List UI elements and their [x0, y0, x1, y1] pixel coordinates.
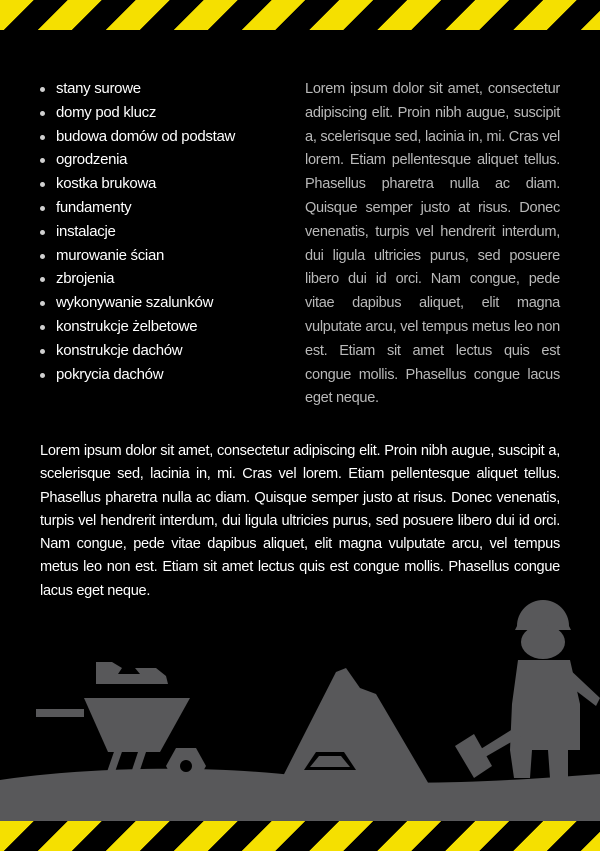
list-item: fundamenty [38, 198, 235, 222]
list-item: stany surowe [38, 79, 235, 103]
list-item: zbrojenia [38, 269, 235, 293]
body-paragraph: Lorem ipsum dolor sit amet, consectetur adipiscing elit. Proin nibh augue, suscipit a, scelerisque sed, lacinia in, mi. Cras vel lorem. Etiam pellentesque aliquet tellus. Phasellus pharetra nulla ac diam. Quisque semper justo at risus. Donec venenatis, turpis vel hendrerit interdum, dui ligula ultricies purus, sed posuere libero dui id orci. Nam congue, pede vitae dapibus aliquet, elit magna vulputate arcu, vel tempus metus leo non est. Etiam sit amet lectus quis est congue mollis. Phasellus congue lacus eget neque. [40, 443, 560, 599]
list-item: konstrukcje dachów [38, 341, 235, 365]
list-item: domy pod klucz [38, 103, 235, 127]
construction-scene [0, 600, 600, 821]
sand-pile-icon [278, 668, 430, 786]
list-item: instalacje [38, 222, 235, 246]
list-item: kostka brukowa [38, 174, 235, 198]
hazard-stripe-top [0, 0, 600, 30]
services-list [38, 79, 235, 388]
list-item: budowa domów od podstaw [38, 127, 235, 151]
list-item: pokrycia dachów [38, 365, 235, 389]
list-item: wykonywanie szalunków [38, 293, 235, 317]
intro-paragraph: Lorem ipsum dolor sit amet, consectetur adipiscing elit. Proin nibh augue, suscipit a, scelerisque sed, lacinia in, mi. Cras vel lorem. Etiam pellentesque aliquet tellus. Phasellus pharetra nulla ac diam. Quisque semper justo at risus. Donec venenatis, turpis vel hendrerit interdum, dui ligula ultricies purus, sed posuere libero dui id orci. Nam congue, pede vitae dapibus aliquet, elit magna vulputate arcu, vel tempus metus leo non est. Etiam sit amet lectus quis est congue mollis. Phasellus congue lacus eget neque. [305, 81, 560, 407]
list-item: konstrukcje żelbetowe [38, 317, 235, 341]
construction-worker-icon [455, 600, 600, 790]
list-item: ogrodzenia [38, 150, 235, 174]
list-item: murowanie ścian [38, 246, 235, 270]
hazard-stripe-bottom [0, 821, 600, 851]
